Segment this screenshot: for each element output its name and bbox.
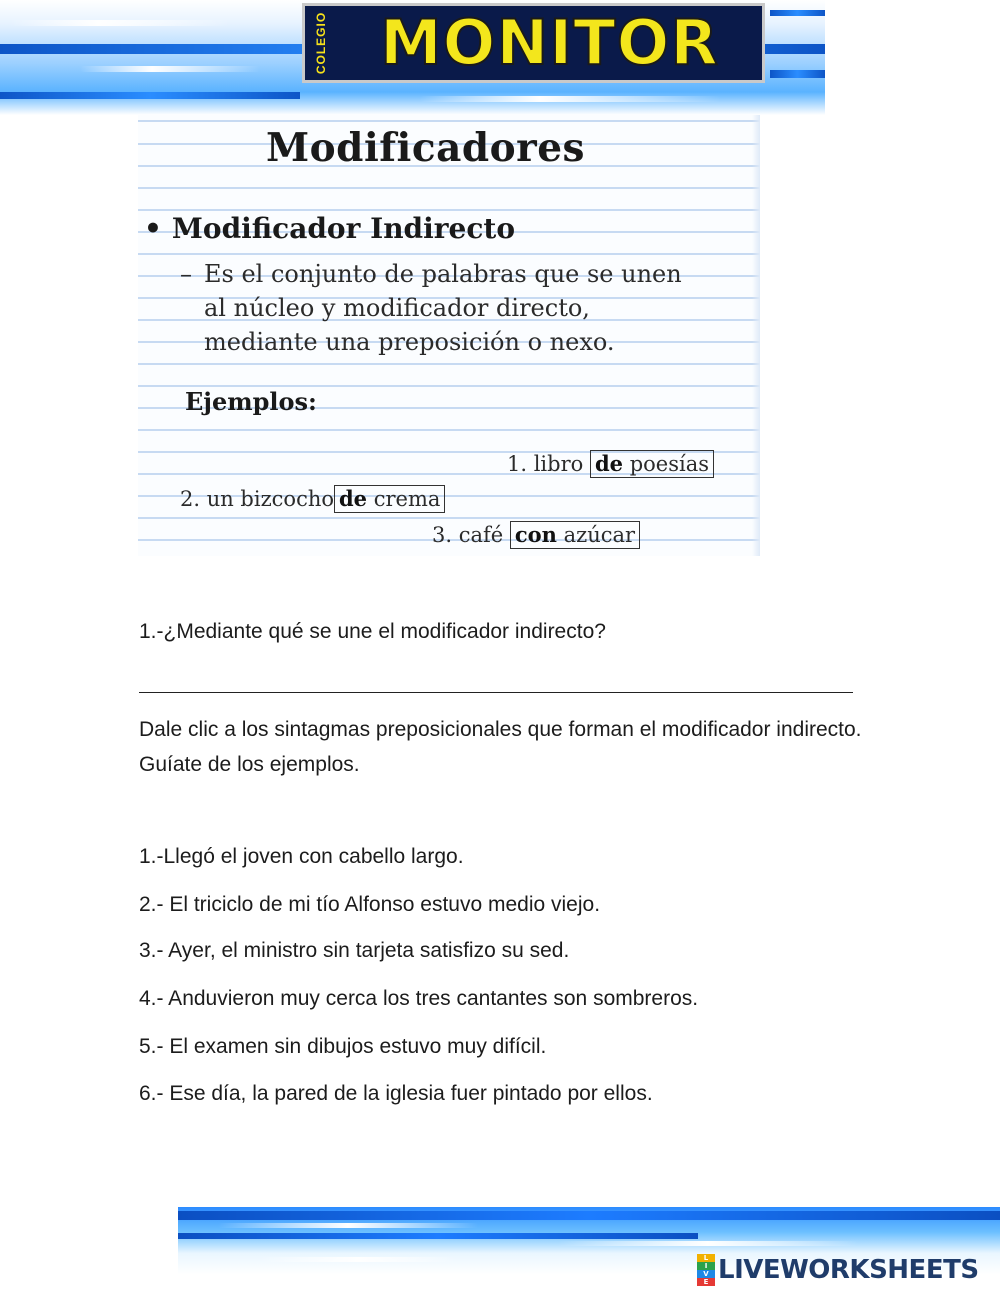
liveworksheets-text: LIVEWORKSHEETS bbox=[718, 1255, 979, 1285]
sentence-3[interactable]: 3.- Ayer, el ministro sin tarjeta satisfizo su sed. bbox=[139, 939, 570, 962]
definition-line: mediante una preposición o nexo. bbox=[204, 328, 615, 356]
definition-line bbox=[180, 257, 682, 291]
banner-streak bbox=[420, 96, 720, 102]
school-logo bbox=[302, 3, 765, 83]
panel-title: Modificadores bbox=[266, 125, 585, 171]
example-prefix: 2. un bizcocho bbox=[180, 487, 334, 511]
banner-band bbox=[770, 70, 825, 78]
banner-streak bbox=[80, 66, 260, 72]
example-prefix: 3. café bbox=[432, 523, 504, 547]
question-1: 1.-¿Mediante qué se une el modificador indirecto? bbox=[139, 620, 606, 643]
live-letter: L bbox=[697, 1254, 715, 1262]
example-2 bbox=[180, 485, 445, 513]
definition-text bbox=[180, 257, 682, 359]
sentence-4[interactable]: 4.- Anduvieron muy cerca los tres cantantes son sombreros. bbox=[139, 987, 699, 1010]
sentence-1[interactable]: 1.-Llegó el joven con cabello largo. bbox=[139, 845, 464, 868]
dash-icon: – bbox=[180, 260, 192, 288]
footer-streak bbox=[258, 1257, 458, 1262]
sentence-2[interactable]: 2.- El triciclo de mi tío Alfonso estuvo medio viejo. bbox=[139, 893, 601, 916]
logo-monitor-text: MONITOR bbox=[379, 6, 720, 79]
example-preposition: con bbox=[514, 522, 557, 547]
live-letter: E bbox=[697, 1278, 715, 1286]
example-1 bbox=[507, 450, 714, 478]
footer-streak bbox=[558, 1241, 858, 1246]
live-letter: V bbox=[697, 1270, 715, 1278]
example-noun: crema bbox=[373, 487, 441, 511]
banner-band bbox=[0, 92, 300, 99]
logo-colegio-label: COLEGIO bbox=[314, 11, 328, 75]
sentence-5[interactable]: 5.- El examen sin dibujos estuvo muy difícil. bbox=[139, 1035, 547, 1058]
bullet-heading-text: Modificador Indirecto bbox=[171, 212, 515, 245]
sentence-6[interactable]: 6.- Ese día, la pared de la iglesia fuer pintado por ellos. bbox=[139, 1082, 653, 1105]
footer-streak bbox=[218, 1223, 478, 1228]
footer-band bbox=[178, 1211, 1000, 1220]
example-prefix: 1. libro bbox=[507, 452, 584, 476]
example-noun: poesías bbox=[629, 452, 710, 476]
bullet-dot-icon: • bbox=[144, 212, 162, 245]
definition-line: al núcleo y modificador directo, bbox=[204, 294, 590, 322]
banner-band bbox=[770, 10, 825, 16]
footer-band bbox=[178, 1233, 698, 1239]
example-boxed-phrase bbox=[590, 450, 714, 478]
live-letter: I bbox=[697, 1262, 715, 1270]
example-preposition: de bbox=[339, 486, 368, 511]
example-preposition: de bbox=[594, 451, 624, 476]
bullet-heading bbox=[144, 212, 515, 245]
answer-input-line[interactable] bbox=[139, 692, 853, 693]
instruction-text: Dale clic a los sintagmas preposicionales que forman el modificador indirecto. Guíate de los ejemplos. bbox=[139, 718, 862, 776]
live-badge-icon bbox=[697, 1254, 715, 1286]
notebook-panel bbox=[138, 115, 760, 556]
definition-line-text: Es el conjunto de palabras que se unen bbox=[204, 260, 682, 288]
header-banner bbox=[0, 0, 825, 115]
example-3 bbox=[432, 521, 640, 549]
banner-streak bbox=[10, 20, 230, 26]
example-boxed-phrase bbox=[334, 485, 445, 513]
examples-label: Ejemplos: bbox=[185, 387, 317, 416]
logo-colegio-text bbox=[305, 6, 337, 80]
example-boxed-phrase bbox=[510, 521, 640, 549]
example-noun: azúcar bbox=[563, 523, 636, 547]
liveworksheets-logo bbox=[697, 1253, 979, 1287]
